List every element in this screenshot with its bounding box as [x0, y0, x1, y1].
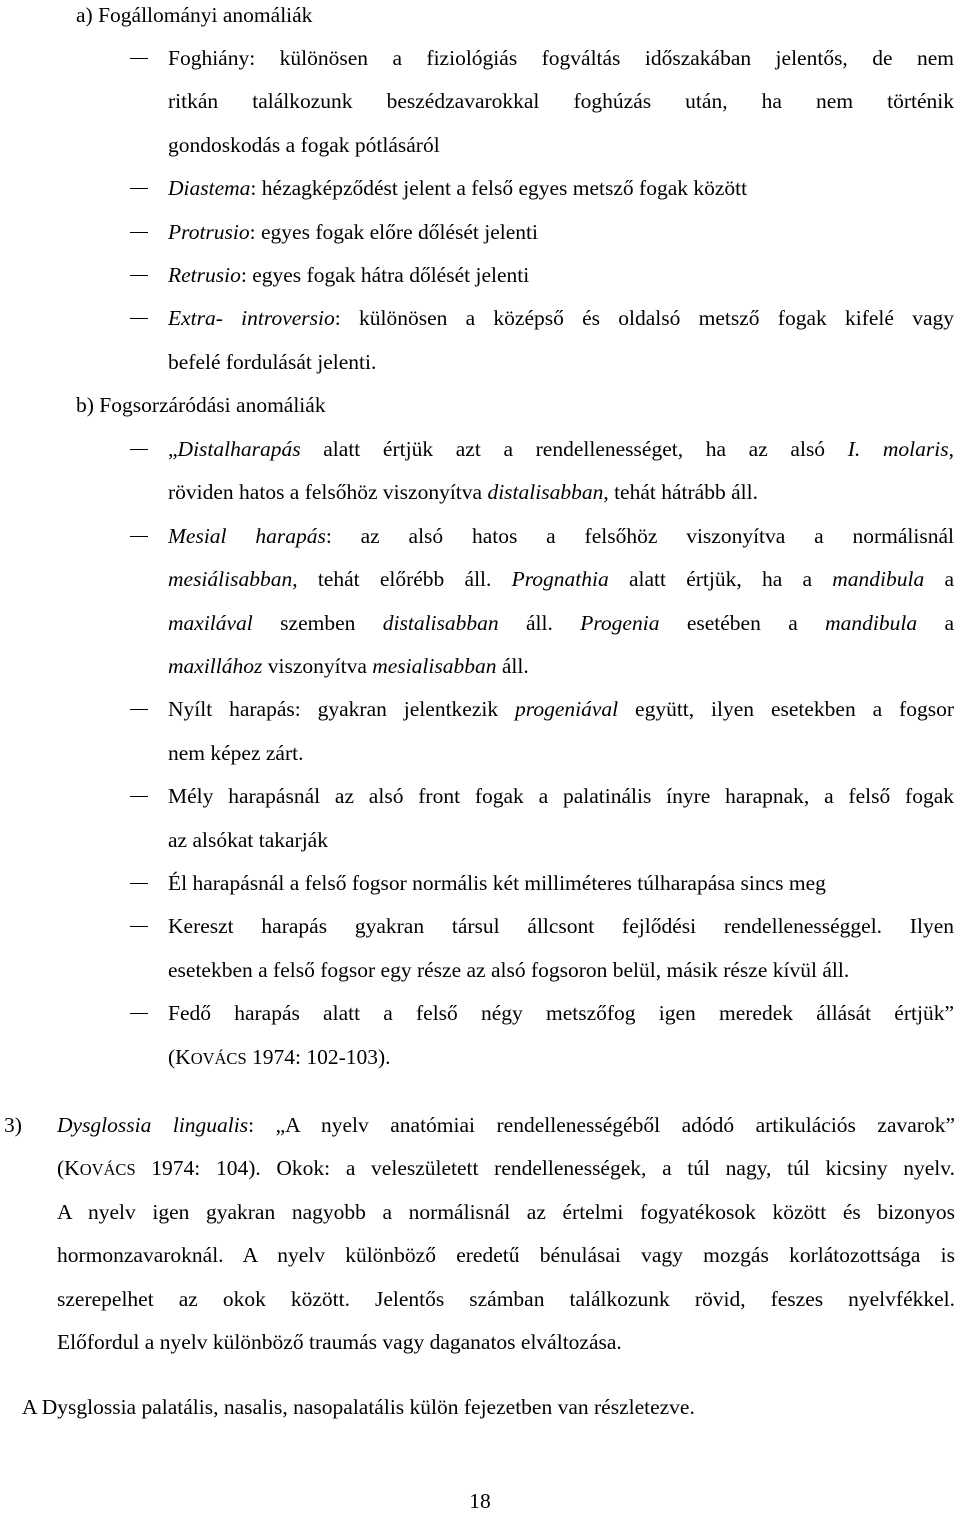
text-run: nem képez zárt.	[168, 740, 304, 765]
paragraph-line	[57, 1197, 955, 1227]
text-run: esetében a	[659, 610, 826, 635]
text-run: szemben	[252, 610, 383, 635]
dash-bullet	[130, 188, 148, 189]
italic-term: Mesial harapás	[168, 523, 326, 548]
list-item-line	[168, 130, 440, 160]
text-run: , tehát hátrább áll.	[603, 480, 758, 505]
list-item-line	[168, 303, 954, 333]
section-3-number: 3)	[4, 1113, 22, 1137]
list-item-line	[168, 694, 954, 724]
italic-term: mesiálisabban	[168, 567, 293, 592]
dash-bullet	[130, 58, 148, 59]
text-run: gondoskodás a fogak pótlásáról	[168, 132, 440, 157]
list-item-line	[168, 347, 376, 377]
list-item-line	[168, 998, 954, 1028]
text-run: : egyes fogak hátra dőlését jelenti	[240, 263, 530, 287]
text-run: : különösen a középső és oldalsó metsző fogak kifelé vagy	[334, 306, 954, 331]
dash-bullet	[130, 796, 148, 797]
text-run: szerepelhet az okok között. Jelentős számban találkozunk rövid, feszes nyelvfékkel.	[57, 1286, 955, 1311]
text-run: áll.	[498, 610, 581, 635]
text-run: : egyes fogak előre dőlését jelenti	[249, 219, 538, 244]
text-run: Mély harapásnál az alsó front fogak a palatinális ínyre harapnak, a felső fogak	[168, 784, 954, 809]
text-run: Kereszt harapás gyakran társul állcsont fejlődési rendellenességgel. Ilyen	[168, 914, 954, 939]
text-run: ritkán találkozunk beszédzavarokkal foghúzás után, ha nem történik	[168, 89, 954, 114]
italic-term: Distalharapás	[177, 437, 301, 461]
dash-bullet	[130, 536, 148, 537]
paragraph-line	[57, 1110, 955, 1140]
dash-bullet	[130, 709, 148, 710]
list-item-line	[168, 868, 826, 898]
italic-term: Progenia	[580, 610, 660, 635]
paragraph-line	[57, 1153, 955, 1183]
text-run: röviden hatos a felsőhöz viszonyítva	[168, 480, 488, 505]
list-item-line	[168, 955, 849, 985]
text-run: OVÁCS	[190, 1048, 247, 1068]
list-item-line	[168, 781, 954, 811]
closing-sentence: A Dysglossia palatális, nasalis, nasopalatális külön fejezetben van részletezve.	[22, 1395, 695, 1419]
italic-term: Diastema	[168, 176, 251, 201]
list-item-line	[168, 651, 529, 681]
dash-bullet	[130, 318, 148, 319]
italic-term: mandibula	[825, 610, 918, 635]
text-run: alatt értjük azt a rendellenességet, ha az alsó	[300, 437, 848, 461]
text-run: esetekben a felső fogsor egy része az alsó fogsoron belül, másik része kívül áll.	[168, 957, 850, 982]
text-run: a	[917, 610, 954, 635]
text-run: Él harapásnál a felső fogsor normális két milliméteres túlharapása sincs meg	[168, 871, 826, 895]
list-item-line	[168, 477, 758, 507]
list-item-line	[168, 173, 747, 203]
text-run: Foghiány: különösen a fiziológiás fogváltás időszakában jelentős, de nem	[168, 46, 954, 70]
italic-term: mesialisabban	[372, 654, 497, 678]
list-item-line	[168, 825, 328, 855]
text-run: hormonzavaroknál. A nyelv különböző eredetű bénulásai vagy mozgás korlátozottsága is	[57, 1243, 955, 1268]
dash-bullet	[130, 232, 148, 233]
text-run: Előfordul a nyelv különböző traumás vagy daganatos elváltozása.	[57, 1330, 622, 1354]
italic-term: distalisabban	[382, 610, 499, 635]
text-run: (K	[57, 1156, 80, 1181]
list-item-line	[168, 86, 954, 116]
text-run: A nyelv igen gyakran nagyobb a normálisnál az értelmi fogyatékosok között és bizonyos	[57, 1199, 955, 1224]
italic-term: maxilával	[168, 610, 253, 635]
text-run: Fedő harapás alatt a felső négy metszőfog igen meredek állását értjük”	[168, 1001, 954, 1026]
text-run: 1974: 102-103).	[246, 1044, 391, 1069]
text-run: ,	[948, 437, 954, 461]
dash-bullet	[130, 1013, 148, 1014]
dash-bullet	[130, 926, 148, 927]
dash-bullet	[130, 883, 148, 884]
dash-bullet	[130, 275, 148, 276]
italic-term: Dysglossia lingualis	[57, 1113, 249, 1137]
list-item-line	[168, 521, 954, 551]
text-run: , tehát előrébb áll.	[292, 567, 512, 592]
text-run: befelé fordulását jelenti.	[168, 349, 377, 374]
text-run: a	[924, 567, 954, 592]
page-number: 18	[469, 1489, 491, 1513]
text-run: (K	[168, 1044, 191, 1069]
list-item-line	[168, 260, 529, 290]
paragraph-line	[57, 1284, 955, 1314]
text-run: : hézagképződést jelent a felső egyes metsző fogak között	[250, 176, 748, 201]
italic-term: distalisabban	[487, 480, 604, 505]
text-run: „	[168, 437, 178, 461]
section-a-heading: a) Fogállományi anomáliák	[76, 3, 313, 27]
italic-term: mandibula	[832, 567, 925, 592]
text-run: : az alsó hatos a felsőhöz viszonyítva a normálisnál	[325, 523, 954, 548]
italic-term: Retrusio	[168, 263, 241, 287]
text-run: áll.	[496, 654, 529, 678]
italic-term: I. molaris	[847, 437, 949, 461]
text-run: az alsókat takarják	[168, 827, 328, 852]
list-item-line	[168, 911, 954, 941]
list-item-line	[168, 217, 538, 247]
list-item-line	[168, 43, 954, 73]
text-run: alatt értjük, ha a	[608, 567, 833, 592]
italic-term: Prognathia	[511, 567, 609, 592]
list-item-line	[168, 608, 954, 638]
list-item-line	[168, 434, 954, 464]
section-b-heading: b) Fogsorzáródási anomáliák	[76, 393, 326, 417]
italic-term: Protrusio	[168, 219, 250, 244]
list-item-line	[168, 738, 304, 768]
text-run: : „A nyelv anatómiai rendellenességéből adódó artikulációs zavarok”	[248, 1113, 955, 1137]
text-run: Nyílt harapás: gyakran jelentkezik	[168, 697, 516, 722]
list-item-line	[168, 564, 954, 594]
italic-term: progeniával	[515, 697, 619, 722]
text-run: OVÁCS	[79, 1160, 136, 1180]
italic-term: maxillához	[168, 654, 263, 678]
dash-bullet	[130, 449, 148, 450]
text-run: együtt, ilyen esetekben a fogsor	[618, 697, 954, 722]
paragraph-line	[57, 1327, 622, 1357]
list-item-line	[168, 1042, 391, 1072]
text-run: viszonyítva	[262, 654, 373, 678]
text-run: 1974: 104). Okok: a veleszületett rendellenességek, a túl nagy, túl kicsiny nyelv.	[135, 1156, 955, 1181]
paragraph-line	[57, 1240, 955, 1270]
italic-term: Extra- introversio	[168, 306, 335, 331]
